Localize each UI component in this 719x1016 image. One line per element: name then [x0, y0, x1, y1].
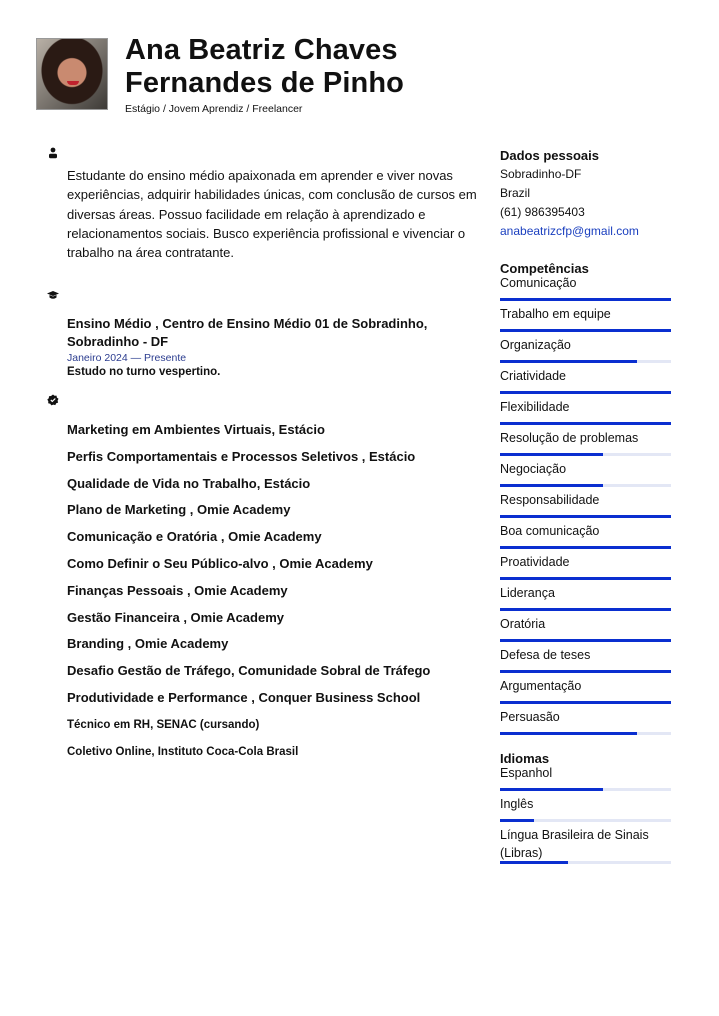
skill-level-bar — [500, 484, 671, 487]
skill-level-fill — [500, 701, 671, 704]
language-level-bar — [500, 788, 671, 791]
course-item: Gestão Financeira , Omie Academy — [67, 609, 284, 625]
skill-item — [500, 491, 672, 522]
skill-label: Flexibilidade — [500, 400, 570, 414]
skill-level-bar — [500, 422, 671, 425]
skill-level-fill — [500, 577, 671, 580]
person-icon — [47, 147, 59, 159]
skill-item — [500, 274, 672, 305]
course-item: Marketing em Ambientes Virtuais, Estácio — [67, 422, 325, 437]
skill-level-fill — [500, 546, 671, 549]
skill-label: Criatividade — [500, 369, 567, 383]
resume-header — [36, 34, 404, 115]
personal-city: Sobradinho-DF — [500, 167, 582, 181]
skill-level-bar — [500, 298, 671, 301]
skill-level-fill — [500, 453, 603, 456]
language-level-bar — [500, 819, 671, 822]
skill-item — [500, 522, 672, 553]
skill-level-fill — [500, 515, 671, 518]
skill-level-bar — [500, 546, 671, 549]
skill-level-bar — [500, 515, 671, 518]
skill-level-bar — [500, 732, 671, 735]
education-note: Estudo no turno vespertino. — [67, 366, 221, 378]
name-block — [125, 34, 404, 115]
skill-level-fill — [500, 484, 603, 487]
skill-item — [500, 305, 672, 336]
skill-item — [500, 615, 672, 646]
skill-level-bar — [500, 329, 671, 332]
language-level-fill — [500, 788, 603, 791]
skill-level-bar — [500, 453, 671, 456]
language-item — [500, 826, 672, 868]
personal-phone: (61) 986395403 — [500, 205, 585, 219]
course-item: Finanças Pessoais , Omie Academy — [67, 582, 288, 598]
skill-item — [500, 677, 672, 708]
course-item: Coletivo Online, Instituto Coca-Cola Brasil — [67, 745, 299, 758]
language-item — [500, 795, 672, 826]
skill-item — [500, 429, 672, 460]
skill-item — [500, 553, 672, 584]
graduation-cap-icon — [47, 289, 59, 301]
skill-label: Proatividade — [500, 555, 570, 569]
skill-level-bar — [500, 670, 671, 673]
skill-level-fill — [500, 391, 671, 394]
skill-label: Oratória — [500, 617, 546, 631]
skill-level-fill — [500, 732, 637, 735]
skill-item — [500, 336, 672, 367]
skill-label: Resolução de problemas — [500, 431, 639, 445]
languages-heading: Idiomas — [500, 751, 550, 766]
skill-label: Defesa de teses — [500, 648, 591, 662]
skills-list — [500, 274, 672, 739]
profile-summary: Estudante do ensino médio apaixonada em aprender e viver novas experiências, adquirir habilidades únicas, com conclusão de cursos em diversas áreas. Possuo facilidade em relação à aprendizado e relacionamentos sociais. Busco experiência profissional e vivenciar o trabalho na área contratante. — [67, 168, 477, 261]
skill-level-fill — [500, 360, 637, 363]
language-label: Inglês — [500, 797, 534, 811]
skill-label: Comunicação — [500, 276, 577, 290]
language-level-fill — [500, 861, 568, 864]
skill-level-fill — [500, 298, 671, 301]
course-item: Perfis Comportamentais e Processos Seletivos , Estácio — [67, 448, 416, 464]
skill-level-bar — [500, 391, 671, 394]
languages-list — [500, 764, 672, 868]
courses-list — [67, 421, 430, 770]
education-title: Ensino Médio , Centro de Ensino Médio 01 de Sobradinho, Sobradinho - DF — [67, 316, 428, 349]
education-date: Janeiro 2024 — Presente — [67, 352, 187, 364]
job-tagline: Estágio / Jovem Aprendiz / Freelancer — [125, 103, 303, 115]
skill-item — [500, 646, 672, 677]
skill-level-bar — [500, 608, 671, 611]
skill-label: Liderança — [500, 586, 555, 600]
course-item: Comunicação e Oratória , Omie Academy — [67, 529, 322, 545]
full-name-line2: Fernandes de Pinho — [125, 67, 404, 99]
skill-level-bar — [500, 360, 671, 363]
language-label: Espanhol — [500, 766, 553, 780]
skill-level-fill — [500, 670, 671, 673]
skill-item — [500, 460, 672, 491]
skill-level-bar — [500, 577, 671, 580]
skill-level-fill — [500, 639, 671, 642]
profile-photo — [36, 38, 108, 110]
language-level-fill — [500, 819, 534, 822]
language-item — [500, 764, 672, 795]
course-item: Desafio Gestão de Tráfego, Comunidade Sobral de Tráfego — [67, 663, 431, 679]
course-item: Plano de Marketing , Omie Academy — [67, 502, 291, 518]
course-item: Produtividade e Performance , Conquer Business School — [67, 689, 421, 705]
skill-label: Negociação — [500, 462, 567, 476]
skills-heading: Competências — [500, 261, 589, 276]
skill-label: Responsabilidade — [500, 493, 600, 507]
language-level-bar — [500, 861, 671, 864]
skill-label: Argumentação — [500, 679, 582, 693]
skill-item — [500, 398, 672, 429]
course-item: Como Definir o Seu Público-alvo , Omie Academy — [67, 555, 373, 571]
language-label: Língua Brasileira de Sinais (Libras) — [500, 828, 649, 860]
skill-label: Organização — [500, 338, 571, 352]
skill-level-bar — [500, 639, 671, 642]
skill-label: Boa comunicação — [500, 524, 600, 538]
personal-country: Brazil — [500, 186, 531, 200]
badge-check-icon — [47, 394, 59, 406]
email-link[interactable]: anabeatrizcfp@gmail.com — [500, 224, 639, 238]
skill-item — [500, 708, 672, 739]
course-item: Qualidade de Vida no Trabalho, Estácio — [67, 475, 311, 491]
skill-level-bar — [500, 701, 671, 704]
full-name-line1: Ana Beatriz Chaves — [125, 34, 398, 66]
skill-label: Trabalho em equipe — [500, 307, 611, 321]
skill-level-fill — [500, 329, 671, 332]
skill-level-fill — [500, 422, 671, 425]
skill-item — [500, 367, 672, 398]
skill-level-fill — [500, 608, 671, 611]
course-item: Técnico em RH, SENAC (cursando) — [67, 718, 260, 731]
skill-label: Persuasão — [500, 710, 560, 724]
personal-heading: Dados pessoais — [500, 148, 599, 163]
skill-item — [500, 584, 672, 615]
sidebar — [500, 146, 672, 868]
course-item: Branding , Omie Academy — [67, 636, 229, 652]
